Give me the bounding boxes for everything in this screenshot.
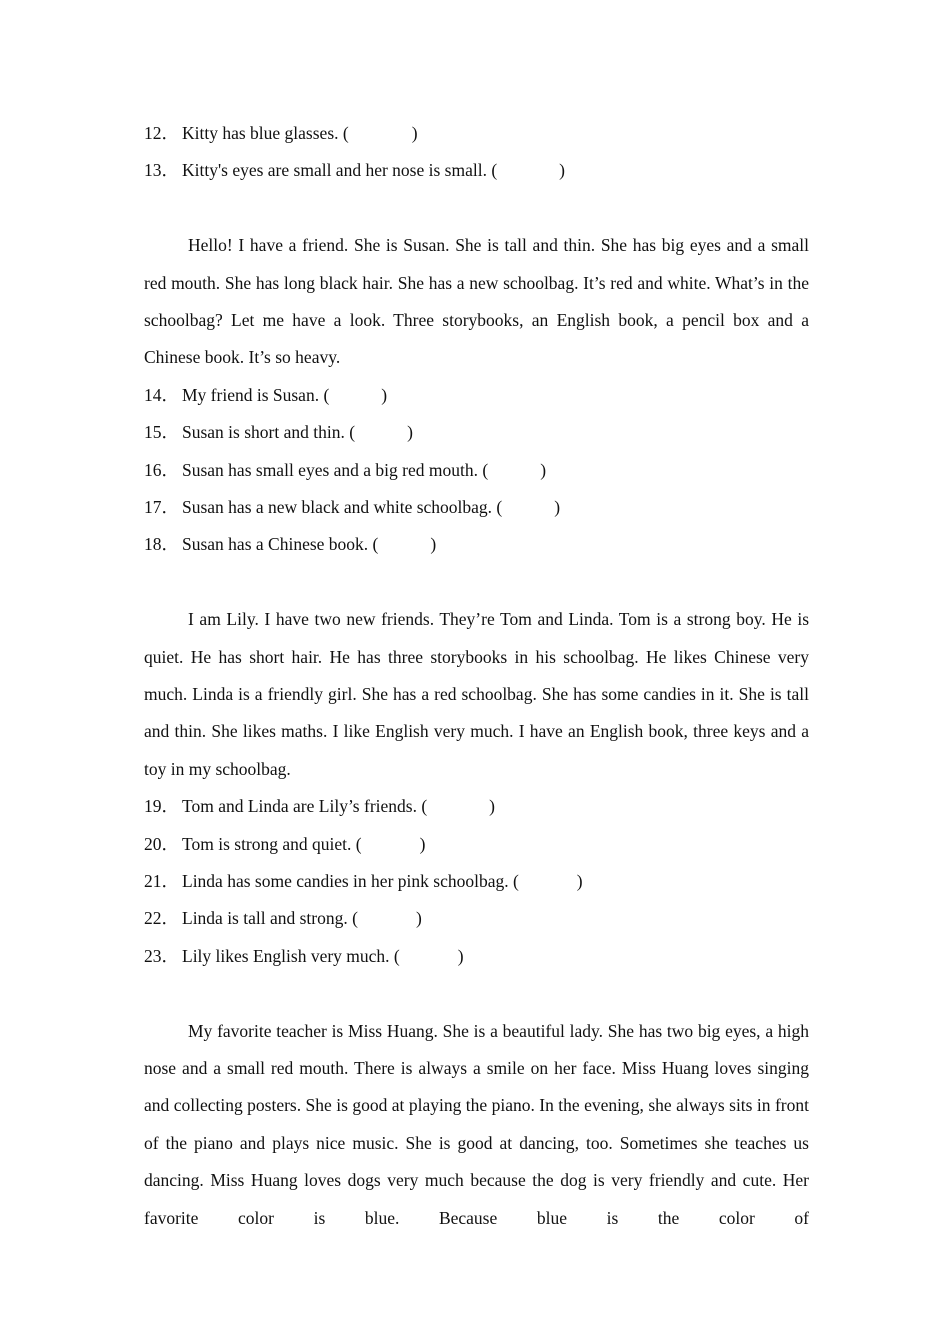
question-number: 20．	[144, 833, 179, 854]
question-text: Susan has a Chinese book. (	[182, 534, 379, 555]
reading-passage: I am Lily. I have two new friends. They’re Tom and Linda. Tom is a strong boy. He is quiet. He has short hair. He has three storybooks in his schoolbag. He likes Chinese very much. Linda is a friendly girl. She has a red schoolbag. She has some candies in it. She is tall and thin. She likes maths. I like English very much. I have an English book, three keys and a toy in my schoolbag.	[144, 609, 809, 779]
passage-cut	[144, 1013, 809, 1237]
question-text: Susan has a new black and white schoolbag. (	[182, 496, 503, 517]
question-item	[144, 863, 809, 900]
blank-close: )	[419, 833, 426, 854]
question-number: 14．	[144, 384, 179, 405]
question-number: 22．	[144, 908, 179, 929]
blank-close: )	[540, 459, 547, 480]
question-number: 23．	[144, 945, 179, 966]
question-item	[144, 152, 809, 189]
blank-close: )	[407, 422, 413, 443]
question-number: 21．	[144, 870, 179, 891]
question-list-2	[144, 377, 809, 564]
question-number: 15．	[144, 422, 179, 443]
worksheet-page	[144, 115, 809, 1237]
question-text: Lily likes English very much. (	[182, 945, 400, 966]
question-number: 12．	[144, 123, 179, 143]
question-item	[144, 489, 809, 526]
question-item	[144, 900, 809, 937]
question-item	[144, 788, 809, 825]
question-number: 16．	[144, 459, 179, 480]
question-text: Kitty's eyes are small and her nose is small. (	[182, 160, 498, 181]
question-list-3	[144, 788, 809, 975]
blank-close: )	[430, 534, 437, 555]
question-text: Tom is strong and quiet. (	[182, 833, 362, 854]
question-item	[144, 526, 809, 563]
question-number: 17．	[144, 496, 179, 517]
question-text: Tom and Linda are Lily’s friends. (	[182, 796, 428, 817]
question-item	[144, 115, 809, 152]
blank-close: )	[576, 870, 583, 891]
question-item	[144, 938, 809, 975]
question-text: Linda has some candies in her pink schoolbag. (	[182, 870, 519, 891]
question-number: 19．	[144, 796, 179, 817]
blank-close: )	[415, 908, 422, 929]
question-item	[144, 826, 809, 863]
blank-close: )	[381, 384, 388, 405]
question-text: Susan is short and thin. (	[182, 422, 356, 443]
blank-close: )	[554, 496, 561, 517]
question-text: Kitty has blue glasses. (	[182, 123, 349, 143]
question-item	[144, 377, 809, 414]
blank-close: )	[457, 945, 464, 966]
question-list-1	[144, 115, 809, 190]
question-number: 13．	[144, 160, 179, 181]
question-text: My friend is Susan. (	[182, 384, 330, 405]
question-number: 18．	[144, 534, 179, 555]
reading-passage: Hello! I have a friend. She is Susan. She is tall and thin. She has big eyes and a small red mouth. She has long black hair. She has a new schoolbag. It’s red and white. What’s in the schoolbag? Let me have a look. Three storybooks, an English book, a pencil box and a Chinese book. It’s so heavy.	[144, 235, 809, 368]
blank-close: )	[489, 796, 495, 817]
blank-close: )	[559, 160, 565, 181]
question-text: Linda is tall and strong. (	[182, 908, 358, 929]
reading-passage: My favorite teacher is Miss Huang. She is a beautiful lady. She has two big eyes, a high nose and a small red mouth. There is always a smile on her face. Miss Huang loves singing and collecting posters. She is good at playing the piano. In the evening, she always sits in front of the piano and plays nice music. She is good at dancing, too. Sometimes she teaches us dancing. Miss Huang loves dogs very much because the dog is very friendly and cute. Her favorite color is blue. Because blue is the color of	[144, 1020, 809, 1228]
question-item	[144, 414, 809, 451]
question-item	[144, 452, 809, 489]
blank-close: )	[411, 123, 418, 143]
question-text: Susan has small eyes and a big red mouth. (	[182, 459, 489, 480]
